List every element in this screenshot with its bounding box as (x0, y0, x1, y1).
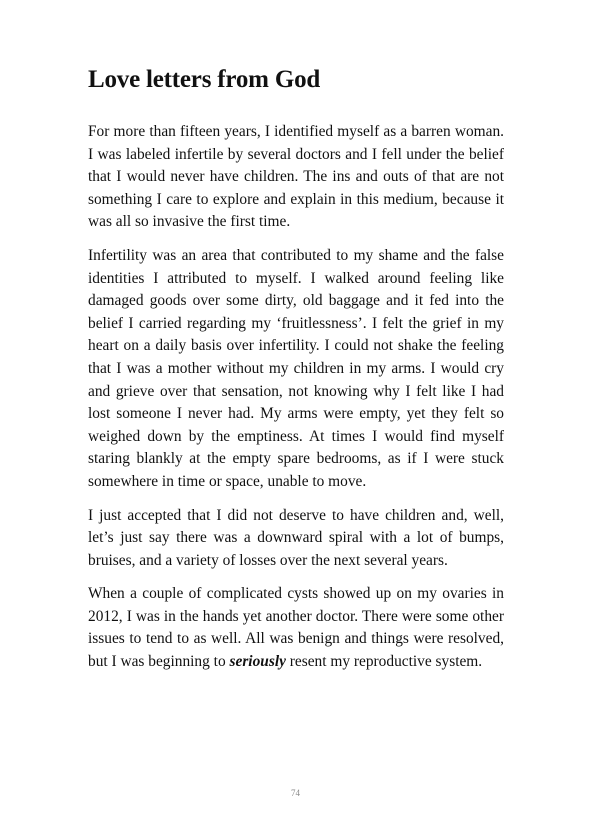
chapter-title: Love letters from God (88, 66, 321, 93)
paragraph-4 (88, 583, 504, 673)
paragraph-4-text-before: When a couple of complicated cysts showed up on my ovaries in 2012, I was in the hands yet another doctor. There were some other issues to tend to as well. All was benign and things were resolved, but I was beginning to (88, 585, 504, 671)
paragraph-3: I just accepted that I did not deserve to have children and, well, let’s just say there was a downward spiral with a lot of bumps, bruises, and a variety of losses over the next several years. (88, 506, 504, 569)
paragraph-2: Infertility was an area that contributed to my shame and the false identities I attributed to myself. I walked around feeling like damaged goods over some dirty, old baggage and it fed into the belief I carried regarding my ‘fruitlessness’. I felt the grief in my heart on a daily basis over infertility. I could not shake the feeling that I was a mother without my children in my arms. I would cry and grieve over that sensation, not knowing why I felt like I had lost someone I never had. My arms were empty, yet they felt so weighed down by the emptiness. At times I would find myself staring blankly at the empty spare bedrooms, as if I were stuck somewhere in time or space, unable to move. (88, 246, 504, 490)
paragraph-4-text-after: resent my reproductive system. (285, 653, 483, 671)
body-text (88, 121, 504, 685)
page-number: 74 (291, 788, 300, 798)
paragraph-1: For more than fifteen years, I identified myself as a barren woman. I was labeled infertile by several doctors and I fell under the belief that I would never have children. The ins and outs of that are not something I care to explore and explain in this medium, because it was all so invasive the first time. (88, 123, 504, 231)
emphasized-word: seriously (229, 653, 286, 671)
